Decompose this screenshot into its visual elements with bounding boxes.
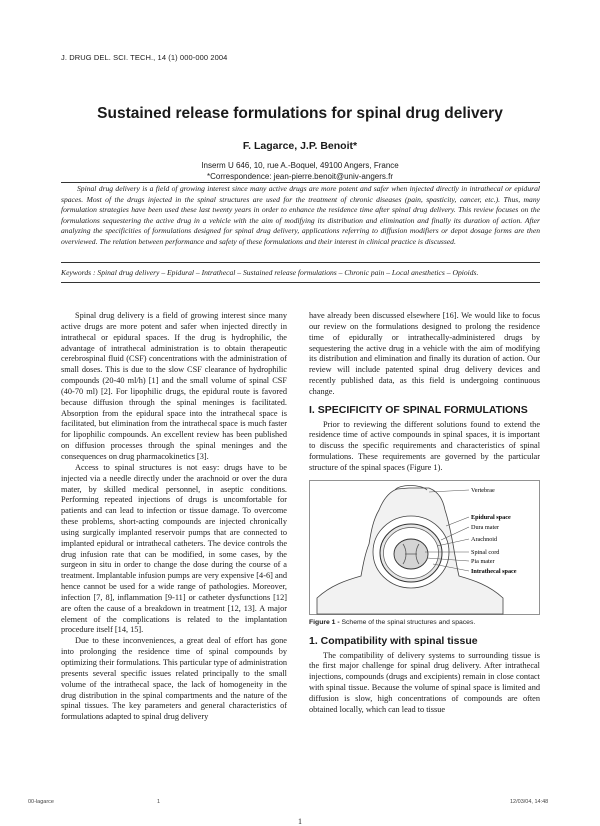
figure-caption-text: Scheme of the spinal structures and spaces. [341,618,476,626]
footer-file-page: 1 [157,799,161,805]
body-paragraph: The compatibility of delivery systems to surrounding tissue is the first major challenge for spinal drug delivery. After intrathecal injections, compounds (drugs and excipients) remain in close contact with spinal tissue. Because the volume of spinal space is limited and diffusion is slow, high concentrations of compounds are often obtained locally, which can lead to tissue [309,650,540,714]
article-authors: F. Lagarce, J.P. Benoit* [242,140,358,152]
abstract-top-rule [61,182,540,183]
body-paragraph: have already been discussed elsewhere [16]. We would like to focus our review on the formulations designed to prolong the residence time of epidurally or intrathecally-administered drugs by sequestering the active drug in a vehicle with the aim of modifying its distribution and elimination and finally its duration of action. Our review will include patented spinal drug delivery devices and recently published data, as this field is undergoing continuous change. [309,311,540,396]
label-dura-mater: Dura mater [471,523,500,531]
affiliation-block [0,160,600,182]
body-column-right [309,311,540,716]
body-column-left [61,311,287,723]
affiliation: Inserm U 646, 10, rue A.-Boquel, 49100 Angers, France [201,161,399,170]
keywords-top-rule [61,262,540,263]
body-paragraph: Prior to reviewing the different solutions found to extend the residence time of active compounds in spinal spaces, it is important to discuss the specific requirements and characteristics of spinal formulations. These requirements are governed by the particular structure of the spinal spaces (Figure 1). [309,419,540,472]
body-paragraph: Spinal drug delivery is a field of growing interest since many active drugs are more potent and safer when injected directly in intrathecal or epidural spaces. If the drug is hydrophilic, the advantage of intrathecal administration is to obtain therapeutic cerebrospinal fluid (CSF) concentrations with the administration of small doses. This is due to the slow CSF clearance of hydrophilic compounds (20-40 ml/h) [1] and the small volume of spinal CSF (40-70 ml) [2]. For lipophilic drugs, the epidural route is favored because diffusion through the spinal meninges is facilitated. Absorption from the epidural space into the intrathecal space is facilitated, but elimination from the intrathecal space is much faster for lipophilic compounds. An excellent review has been published on diffusion processes through the spinal meninges and the consequences on drug pharmacokinetics [3]. [61,311,287,461]
keywords: Keywords : Spinal drug delivery – Epidural – Intrathecal – Sustained release formulations – Chronic pain – Local anesthetics – Opioids. [61,268,479,277]
abstract: Spinal drug delivery is a field of growing interest since many active drugs are more potent and safer when injected directly in intrathecal or epidural spaces. Most of the drugs injected in the spinal structures are used for the treatment of chronic diseases (pain, spasticity, cancer, etc.). Thus, many formulation strategies have been used these last twenty years in order to enhance the residence time after spinal drug delivery. This review focuses on the formulations sequestering the active drug in a vehicle with the aim of modifying its distribution and elimination and finally its duration of action. After analyzing the specificities of formulations designed for spinal drug delivery, applications referring to diffusion modifiers or depot dosage forms are then overviewed. The relation between performance and safety of these formulations and their interest in clinical practice is discussed. [61,184,540,246]
page-number: 1 [298,817,302,826]
section-heading: I. SPECIFICITY OF SPINAL FORMULATIONS [309,403,528,416]
figure-caption [309,618,540,629]
spinal-structure-diagram [309,480,540,615]
keywords-bottom-rule [61,282,540,283]
figure-1 [309,480,540,615]
subsection-heading: 1. Compatibility with spinal tissue [309,634,478,647]
body-paragraph: Due to these inconveniences, a great deal of effort has gone into prolonging the residence time of spinal compounds by optimizing their formulations. This particular type of administration presents several specific issues related principally to the small volume of the intrathecal space, the lack of homogeneity in the drug distribution in the spinal compartments and the nature of the spinal tissues. The key parameters and general characteristics of formulations adapted to spinal drug delivery [61,636,287,722]
label-vertebrae: Vertebrae [471,486,495,494]
journal-reference: J. DRUG DEL. SCI. TECH., 14 (1) 000-000 2004 [61,53,228,62]
body-paragraph: Access to spinal structures is not easy: drugs have to be injected via a needle directly under the arachnoid or over the dura mater, by skilled medical personnel, in aseptic conditions. Performing repeated injections of drugs is uncomfortable for patients and can lead to infection or tissue damage. To overcome these problems, short-acting compounds are injected chronically using surgically implanted reservoir pumps that are connected to implanted epidural or intrathecal catheters. The device controls the drug infusion rate that can be modified, in some cases, by the surgeon in situ in order to change the dose during the course of a treatment. Implantable infusion pumps are very expensive [4-6] and hence cannot be used for a wide range of pathologies. Moreover, infection [7, 8], inflammation [9-11] or catheter dysfunctions [12] are often the cause of a breakdown in treatment [12, 13]. A major element of the complications is related to the implantation procedure itself [14, 15]. [61,462,287,635]
label-epidural-space: Epidural space [471,513,511,521]
article-title: Sustained release formulations for spinal drug delivery [97,105,503,122]
label-spinal-cord: Spinal cord [471,548,500,556]
label-arachnoid: Arachnoid [471,535,498,543]
correspondence: *Correspondence: jean-pierre.benoit@univ-angers.fr [207,172,393,181]
label-intrathecal-space: Intrathecal space [471,567,517,575]
label-pia-mater: Pia mater [471,557,495,565]
footer-file-name: 00-lagarce [28,799,54,805]
footer-timestamp: 12/03/04, 14:48 [510,799,549,805]
figure-caption-prefix: Figure 1 - [309,618,340,626]
